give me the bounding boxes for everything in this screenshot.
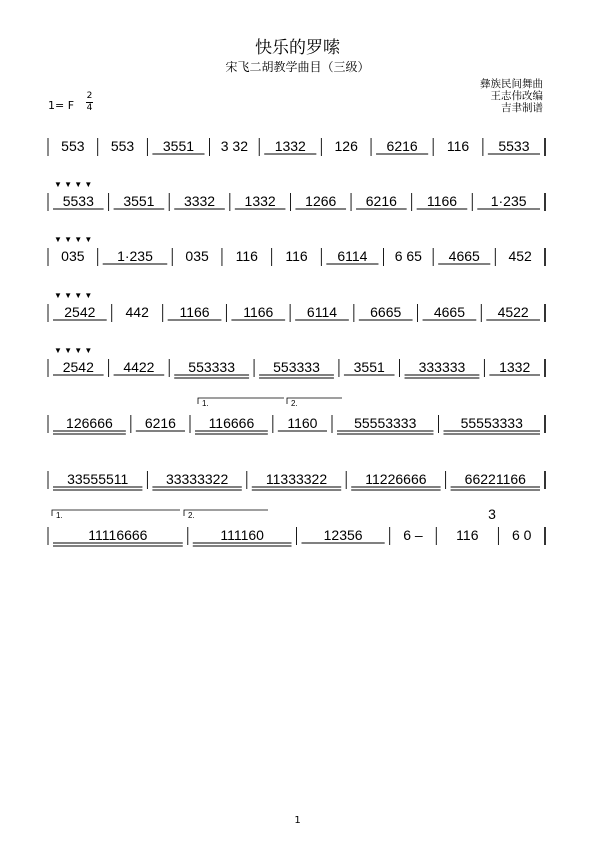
measure-notes: 1266	[305, 193, 337, 209]
measure-notes: 1332	[274, 138, 306, 154]
score-line	[48, 235, 545, 266]
measure-notes: 11333322	[265, 471, 328, 487]
score-line	[48, 291, 545, 322]
measure-notes: 6216	[365, 193, 397, 209]
credit-arranger: 王志伟改编	[490, 90, 543, 102]
measure-notes: 66221166	[464, 471, 526, 487]
measure-notes: 126	[334, 138, 358, 154]
score-line	[48, 138, 545, 156]
measure-notes: 1·235	[117, 248, 153, 264]
measure-notes: 6216	[144, 415, 176, 431]
measure-notes: 035	[61, 248, 85, 264]
measure-notes: 452	[508, 248, 532, 264]
measure-notes: 1166	[179, 304, 210, 320]
volta-bracket	[198, 398, 284, 404]
measure-notes: 12356	[323, 527, 363, 543]
measure-notes: 553333	[188, 359, 236, 375]
volta-label: 2.	[291, 399, 298, 408]
measure-notes: 553333	[273, 359, 320, 375]
measure-notes: 33555511	[67, 471, 129, 487]
measure-notes: 116	[235, 248, 258, 264]
measure-notes: 116	[456, 527, 479, 543]
song-title: 快乐的罗嗦	[255, 38, 340, 58]
measure-notes: 6114	[337, 248, 368, 264]
measure-notes: 116	[285, 248, 308, 264]
volta-label: 1.	[56, 511, 63, 520]
measure-notes: 1332	[244, 193, 276, 209]
measure-notes: 442	[125, 304, 149, 320]
measure-notes: 111160	[220, 527, 264, 543]
measure-notes: 55553333	[460, 415, 523, 431]
measure-notes: 1332	[499, 359, 531, 375]
measure-notes: 2542	[64, 304, 96, 320]
score-line	[48, 471, 545, 490]
measure-notes: 6216	[386, 138, 418, 154]
measure-notes: 55553333	[354, 415, 417, 431]
measure-notes: 4665	[448, 248, 480, 264]
meter-top: 2	[86, 91, 93, 101]
measure-notes: 1160	[287, 415, 318, 431]
bowing-marks: ▼ ▼ ▼ ▼	[54, 291, 93, 300]
measure-notes: 3332	[183, 193, 216, 209]
measure-notes: 3551	[353, 359, 385, 375]
score-line	[48, 346, 545, 378]
measure-notes: 3551	[123, 193, 155, 209]
measure-notes: 126666	[66, 415, 113, 431]
measure-notes: 6 –	[403, 527, 423, 543]
measure-notes: 4522	[497, 304, 529, 320]
measure-notes: 6114	[306, 304, 338, 320]
measure-notes: 33333322	[165, 471, 229, 487]
measure-notes: 4665	[433, 304, 466, 320]
song-subtitle: 宋飞二胡教学曲目（三级）	[225, 60, 370, 74]
measure-notes: 116666	[208, 415, 255, 431]
bowing-marks: ▼ ▼ ▼ ▼	[54, 180, 93, 189]
bowing-marks: ▼ ▼ ▼ ▼	[54, 235, 93, 244]
measure-notes: 6 0	[511, 527, 532, 543]
measure-notes: 6665	[370, 304, 402, 320]
page-number: 1	[294, 815, 301, 826]
measure-notes: 553	[61, 138, 85, 154]
score-line	[48, 180, 545, 211]
measure-notes: 11116666	[88, 527, 148, 543]
measure-notes: 1166	[243, 304, 274, 320]
measure-notes: 035	[185, 248, 209, 264]
measure-notes: 3551	[162, 138, 195, 154]
measure-notes: 5533	[498, 138, 530, 154]
measure-notes: 4422	[123, 359, 155, 375]
volta-bracket	[184, 510, 268, 516]
measure-notes: 2542	[62, 359, 94, 375]
measure-notes: 1·235	[490, 193, 527, 209]
meter-bottom: 4	[86, 103, 93, 113]
measure-notes: 3 32	[220, 138, 248, 154]
score-line	[48, 415, 545, 434]
score-line	[48, 527, 545, 546]
measure-notes: 11226666	[365, 471, 427, 487]
volta-label: 1.	[202, 399, 209, 408]
credit-notation: 吉聿制谱	[501, 102, 543, 114]
measure-notes: 333333	[418, 359, 466, 375]
key-signature: 1= F	[48, 99, 75, 112]
measure-notes: 116	[446, 138, 470, 154]
credit-genre: 彝族民间舞曲	[480, 78, 543, 90]
measure-notes: 553	[110, 138, 135, 154]
volta-label: 2.	[188, 511, 195, 520]
measure-notes: 6 65	[394, 248, 422, 264]
volta-bracket	[52, 510, 180, 516]
measure-notes: 1166	[426, 193, 458, 209]
stacked-note: 3	[488, 506, 496, 522]
measure-notes: 5533	[62, 193, 94, 209]
bowing-marks: ▼ ▼ ▼ ▼	[54, 346, 93, 355]
